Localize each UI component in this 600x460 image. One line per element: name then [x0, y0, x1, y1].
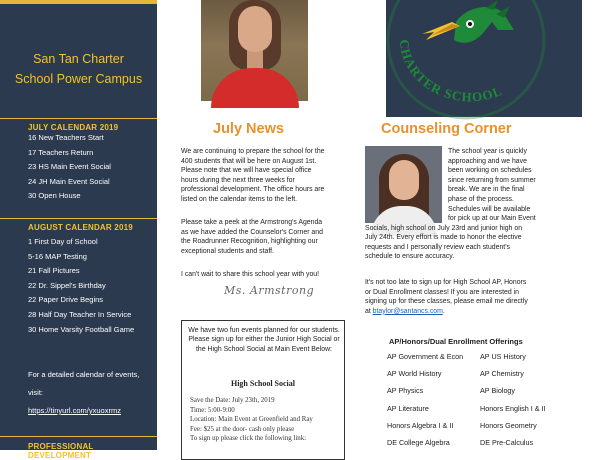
july-news-paragraph-2: Please take a peek at the Armstrong's Agenda as we have added the Counselor's Corner and the Roadrunner Recognition, highlighting our exceptional students and staff.	[181, 219, 323, 255]
list-item: 16 New Teachers Start	[28, 133, 104, 142]
events-intro: We have two fun events planned for our students. Please sign up for either the Junior High Social or the High School Social at Main Event Below:	[188, 327, 340, 353]
divider	[0, 118, 157, 119]
high-school-social-details: Save the Date: July 23th, 2019 Time: 5:00-9:00 Location: Main Event at Greenfield and Ray Fee: $25 at the door- cash only please To sign up please click the following link:	[190, 397, 313, 443]
counseling-paragraph-1-bottom: for pick up at our Main Event Socials, high school on July 23rd and junior high on July 24th. Every effort is made to honor the elective requests and I personally review each student's schedule to ensure accuracy.	[365, 215, 536, 261]
list-item: Honors Geometry	[480, 420, 537, 430]
calendar-note: For a detailed calendar of events, visit:	[28, 370, 140, 397]
counseling-corner-title: Counseling Corner	[381, 121, 512, 137]
list-item: DE College Algebra	[387, 438, 450, 448]
july-news-paragraph-3: I can't wait to share this school year with you!	[181, 271, 320, 278]
august-calendar-heading: AUGUST CALENDAR 2019	[28, 223, 133, 232]
counselor-photo	[365, 146, 442, 223]
list-item: AP Physics	[387, 386, 424, 396]
divider	[0, 436, 157, 437]
counselor-email-link[interactable]: btaylor@santancs.com	[372, 307, 443, 315]
school-name: San Tan Charter School Power Campus	[14, 52, 143, 86]
list-item: 5-16 MAP Testing	[28, 251, 87, 261]
july-calendar-list	[28, 131, 111, 204]
list-item: AP Government & Econ	[387, 352, 464, 361]
sidebar-top-stripe	[0, 0, 157, 4]
professional-development-heading: PROFESSIONAL DEVELOPMENT	[28, 442, 94, 460]
high-school-social-title: High School Social	[230, 379, 295, 388]
signature: Ms. Armstrong	[224, 284, 315, 297]
list-item: 17 Teachers Return	[28, 147, 94, 157]
counseling-paragraph-1-top: The school year is quickly approaching and we have been working on schedules since returning from summer break. We are in the final phase of the process. Schedules will be available	[448, 148, 536, 213]
logo-text: CHARTER SCHOOL	[396, 38, 505, 105]
list-item: AP Chemistry	[480, 369, 524, 379]
july-news-paragraph-1: We are continuing to prepare the school for the 400 students that will be here on August 1st. Please note that we will have special office hours during the next three weeks for professional development. The office hours are listed on the calendar items to the left.	[181, 148, 325, 203]
offerings-title: AP/Honors/Dual Enrollment Offerings	[389, 337, 523, 346]
offerings-left-list	[387, 348, 463, 451]
july-calendar-heading: JULY CALENDAR 2019	[28, 123, 119, 132]
events-box	[181, 320, 345, 460]
offerings-right-list	[480, 348, 546, 451]
list-item: AP US History	[480, 352, 526, 361]
list-item: 22 Paper Drive Begins	[28, 295, 104, 305]
calendar-link[interactable]: https://tinyurl.com/yxuoxrmz	[28, 406, 121, 415]
school-logo	[386, 0, 582, 117]
list-item: 24 JH Main Event Social	[28, 176, 110, 186]
sidebar	[0, 0, 157, 460]
principal-photo	[201, 0, 308, 101]
list-item: 28 Half Day Teacher In Service	[28, 309, 132, 319]
list-item: Honors English I & II	[480, 403, 546, 413]
svg-text:CHARTER SCHOOL	[397, 39, 505, 105]
counseling-paragraph-2: It's not too late to sign up for High School AP, Honors or Dual Enrollment classes! If you are interested in signing up for these classes, please email me directly at btaylor@santancs.com.	[365, 279, 528, 315]
list-item: 22 Dr. Sippel's Birthday	[28, 280, 106, 290]
list-item: AP World History	[387, 369, 442, 379]
list-item: AP Literature	[387, 403, 429, 413]
list-item: DE Pre-Calculus	[480, 438, 534, 448]
list-item: AP Biology	[480, 386, 516, 396]
july-news-title: July News	[213, 121, 284, 137]
august-calendar-list	[28, 235, 134, 337]
list-item: 30 Open House	[28, 191, 81, 201]
list-item: 30 Home Varsity Football Game	[28, 324, 135, 334]
list-item: Honors Algebra I & II	[387, 420, 454, 430]
list-item: 23 HS Main Event Social	[28, 162, 111, 172]
divider	[0, 218, 157, 219]
list-item: 1 First Day of School	[28, 237, 98, 246]
list-item: 21 Fall Pictures	[28, 266, 80, 276]
